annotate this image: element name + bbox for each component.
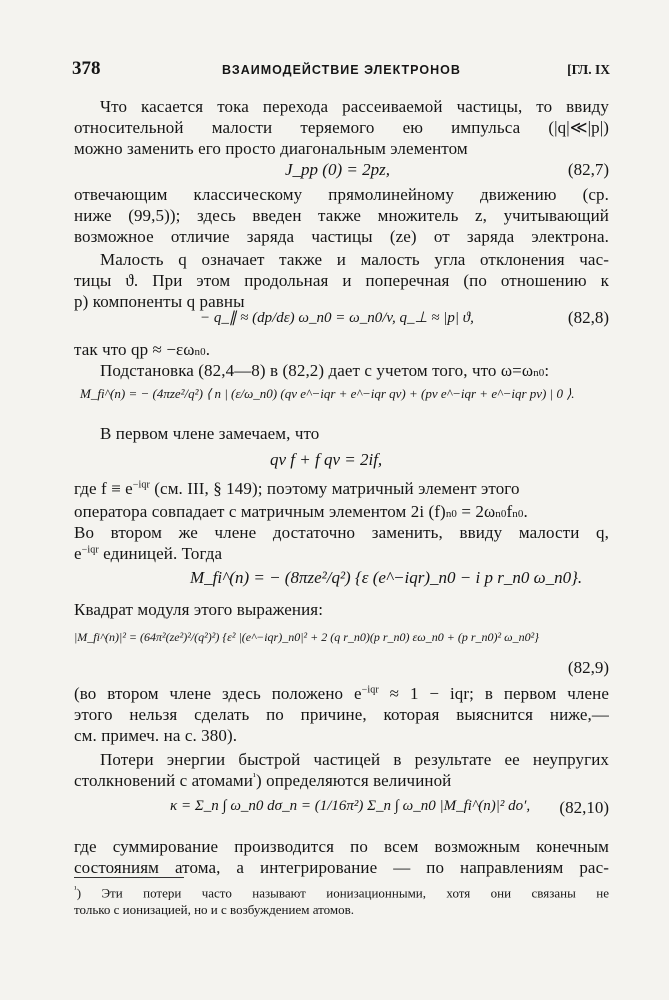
equation-number: (82,9) bbox=[567, 658, 609, 677]
text-line: можно заменить его просто диагональным элементом bbox=[74, 139, 468, 158]
text-line: столкновений с атомами$^{^1}$) определяются величиной bbox=[74, 771, 452, 790]
text-line: Подстановка (82,4—8) в (82,2) дает с учетом того, что ω=ωn0: bbox=[100, 361, 550, 380]
footnote-line: только с ионизацией, но и с возбуждением атомов. bbox=[74, 902, 355, 917]
text-line: $e^{-iqr}$ единицей. Тогда bbox=[74, 544, 223, 563]
text-line: Что касается тока перехода рассеиваемой частицы, то ввиду bbox=[100, 97, 609, 116]
equation-number: (82,7) bbox=[567, 160, 609, 179]
text-line: Квадрат модуля этого выражения: bbox=[74, 600, 324, 619]
matrix-element-equation: M_fi^(n) = − (4πze²/q²) ⟨ n | (ε/ω_n0) (qv e^−iqr + e^−iqr qv) + (pv e^−iqr + e^−iqr pv) | 0 ⟩. bbox=[80, 386, 575, 401]
footnote-line: $^{^1}$) Эти потери часто называют ионизационными, хотя они связаны не bbox=[74, 884, 609, 901]
page-header bbox=[72, 58, 610, 82]
page-number: 378 bbox=[72, 58, 101, 79]
text-line: (во втором члене здесь положено $e^{-iqr} \approx 1$ − iqr; в первом члене bbox=[74, 684, 609, 703]
text-line: этого нельзя сделать по причине, которая выяснится ниже,— bbox=[74, 705, 609, 724]
equation-82-9: |M_fi^(n)|² = (64π²(ze²)²/(q²)²) {ε² |(e^−iqr)_n0|² + 2 (q r_n0)(p r_n0) εω_n0 + (p r_n0)² ω_n0²} bbox=[74, 630, 539, 644]
text-line: см. примеч. на с. 380). bbox=[74, 726, 238, 745]
equation-number: (82,8) bbox=[567, 308, 609, 327]
equation-82-8: − q_∥ ≈ (dp/dε) ω_n0 = ω_n0/v, q_⊥ ≈ |p| ϑ, bbox=[200, 310, 474, 326]
chapter-label: [ГЛ. IX bbox=[567, 62, 610, 77]
text-line: тицы ϑ. При этом продольная и поперечная (по отношению к bbox=[74, 271, 609, 290]
equation-82-10: κ = Σ_n ∫ ω_n0 dσ_n = (1/16π²) Σ_n ∫ ω_n0 |M_fi^(n)|² do′, bbox=[170, 798, 531, 814]
footnote-divider bbox=[74, 877, 184, 878]
equation-number: (82,10) bbox=[559, 798, 609, 817]
text-line: Малость q означает также и малость угла отклонения час- bbox=[100, 250, 609, 269]
text-line: В первом члене замечаем, что bbox=[100, 424, 320, 443]
text-line: оператора совпадает с матричным элементом 2i (f)n0 = 2ωn0fn0. bbox=[74, 502, 528, 521]
text-line: состояниям атома, а интегрирование — по направлениям рас- bbox=[74, 858, 609, 877]
text-line: ниже (99,5)); здесь введен также множитель z, учитывающий bbox=[74, 206, 609, 225]
text-line: так что qp ≈ −εωn0. bbox=[74, 340, 211, 359]
text-line: возможное отличие заряда частицы (ze) от заряда электрона. bbox=[74, 227, 609, 246]
matrix-element-equation-2: M_fi^(n) = − (8πze²/q²) {ε (e^−iqr)_n0 − i p r_n0 ω_n0}. bbox=[190, 568, 583, 587]
text-line: Во втором же члене достаточно заменить, ввиду малости q, bbox=[74, 523, 609, 542]
equation-82-7: J_pp (0) = 2pz, bbox=[285, 160, 390, 179]
text-line: относительной малости теряемого ею импульса (|q|≪|p|) bbox=[74, 118, 609, 137]
text-line: где суммирование производится по всем возможным конечным bbox=[74, 837, 609, 856]
running-title: ВЗАИМОДЕЙСТВИЕ ЭЛЕКТРОНОВ bbox=[222, 63, 461, 77]
text-line: отвечающим классическому прямолинейному движению (ср. bbox=[74, 185, 609, 204]
text-line: где $f \equiv e^{-iqr}$ (см. III, § 149); поэтому матричный элемент этого bbox=[74, 479, 520, 498]
commutator-equation: qv f + f qv = 2if, bbox=[270, 450, 383, 469]
text-line: Потери энергии быстрой частицей в результате ее неупругих bbox=[100, 750, 609, 769]
text-line: p) компоненты q равны bbox=[74, 292, 245, 311]
